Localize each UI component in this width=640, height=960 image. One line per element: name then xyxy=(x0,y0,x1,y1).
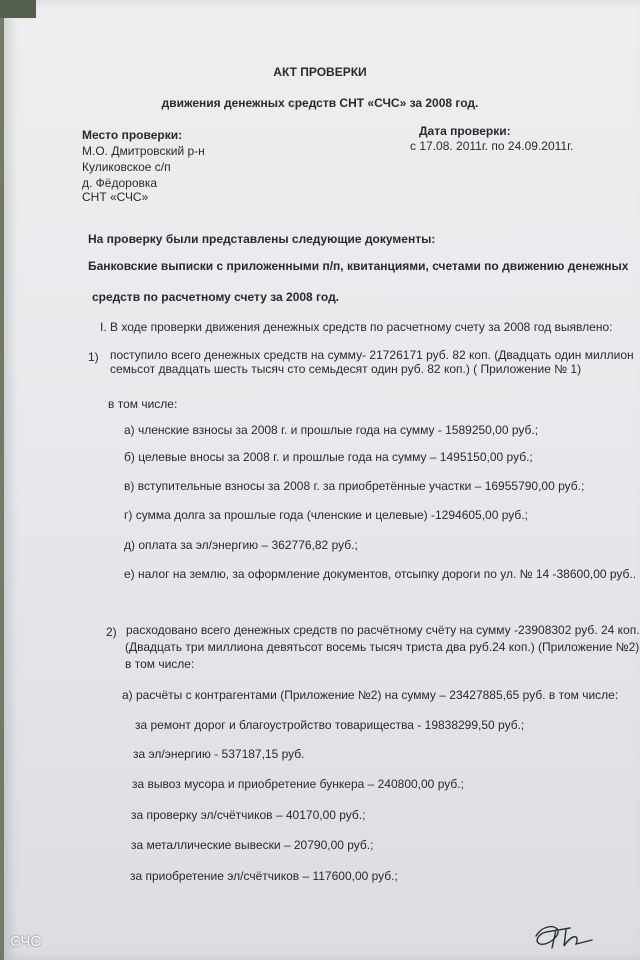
list-item: а) членские взносы за 2008 г. и прошлые года на сумму - 1589250,00 руб.; xyxy=(124,423,539,437)
documents-line: средств по расчетному счету за 2008 год. xyxy=(92,290,340,304)
list-item: д) оплата за эл/энергию – 362776,82 руб.; xyxy=(124,538,358,552)
detail-item: за приобретение эл/счётчиков – 117600,00 руб.; xyxy=(130,869,398,883)
detail-item: за металлические вывески – 20790,00 руб.; xyxy=(131,838,374,852)
item-number: 1) xyxy=(88,350,99,364)
item-text: поступило всего денежных средств на сумму- 21726171 руб. 82 коп. (Двадцать один миллион xyxy=(110,348,634,362)
signature xyxy=(532,916,602,952)
list-item: б) целевые вносы за 2008 г. и прошлые года на сумму – 1495150,00 руб.; xyxy=(124,450,533,464)
detail-item: за ремонт дорог и благоустройство товарищества - 19838299,50 руб.; xyxy=(135,718,525,732)
item-number: 2) xyxy=(106,625,117,639)
item-text: (Двадцать три миллиона девятьсот восемь тысяч триста два руб.24 коп.) (Приложение №2) xyxy=(125,640,640,654)
document-title: АКТ ПРОВЕРКИ xyxy=(273,65,367,79)
place-label: Место проверки: xyxy=(82,128,183,142)
watermark-label: СЧС xyxy=(10,933,42,950)
list-item: г) сумма долга за прошлые года (членские и целевые) -1294605,00 руб.; xyxy=(124,508,528,522)
place-line: д. Фёдоровка xyxy=(82,176,158,190)
document-subtitle: движения денежных средств СНТ «СЧС» за 2008 год. xyxy=(161,96,479,110)
including-label: в том числе: xyxy=(125,657,195,671)
place-line: Куликовское с/п xyxy=(82,160,171,174)
date-value: с 17.08. 2011г. по 24.09.2011г. xyxy=(410,139,574,153)
list-item: в) вступительные взносы за 2008 г. за приобретённые участки – 16955790,00 руб.; xyxy=(124,479,585,493)
background-corner xyxy=(0,0,36,18)
detail-item: за эл/энергию - 537187,15 руб. xyxy=(133,747,305,761)
item-text: семьсот двадцать шесть тысяч сто семьдесят один руб. 82 коп.) ( Приложение № 1) xyxy=(110,362,582,376)
documents-line: Банковские выписки с приложенными п/п, квитанциями, счетами по движению денежных xyxy=(88,259,629,273)
detail-item: за проверку эл/счётчиков – 40170,00 руб.; xyxy=(131,808,366,822)
list-item: е) налог на землю, за оформление документов, отсыпку дороги по ул. № 14 -38600,00 руб.. xyxy=(124,567,637,581)
date-label: Дата проверки: xyxy=(419,124,511,138)
list-item: а) расчёты с контрагентами (Приложение №2) на сумму – 23427885,65 руб. в том числе: xyxy=(122,688,619,702)
place-line: М.О. Дмитровский р-н xyxy=(82,144,205,158)
including-label: в том числе: xyxy=(108,397,178,411)
documents-intro: На проверку были представлены следующие документы: xyxy=(88,232,436,246)
detail-item: за вывоз мусора и приобретение бункера – 240800,00 руб.; xyxy=(132,777,464,791)
place-line: СНТ «СЧС» xyxy=(82,190,149,204)
section-heading: I. В ходе проверки движения денежных средств по расчетному счету за 2008 год выявлено: xyxy=(100,320,613,334)
item-text: расходовано всего денежных средств по расчётному счёту на сумму -23908302 руб. 24 коп. xyxy=(126,623,640,637)
